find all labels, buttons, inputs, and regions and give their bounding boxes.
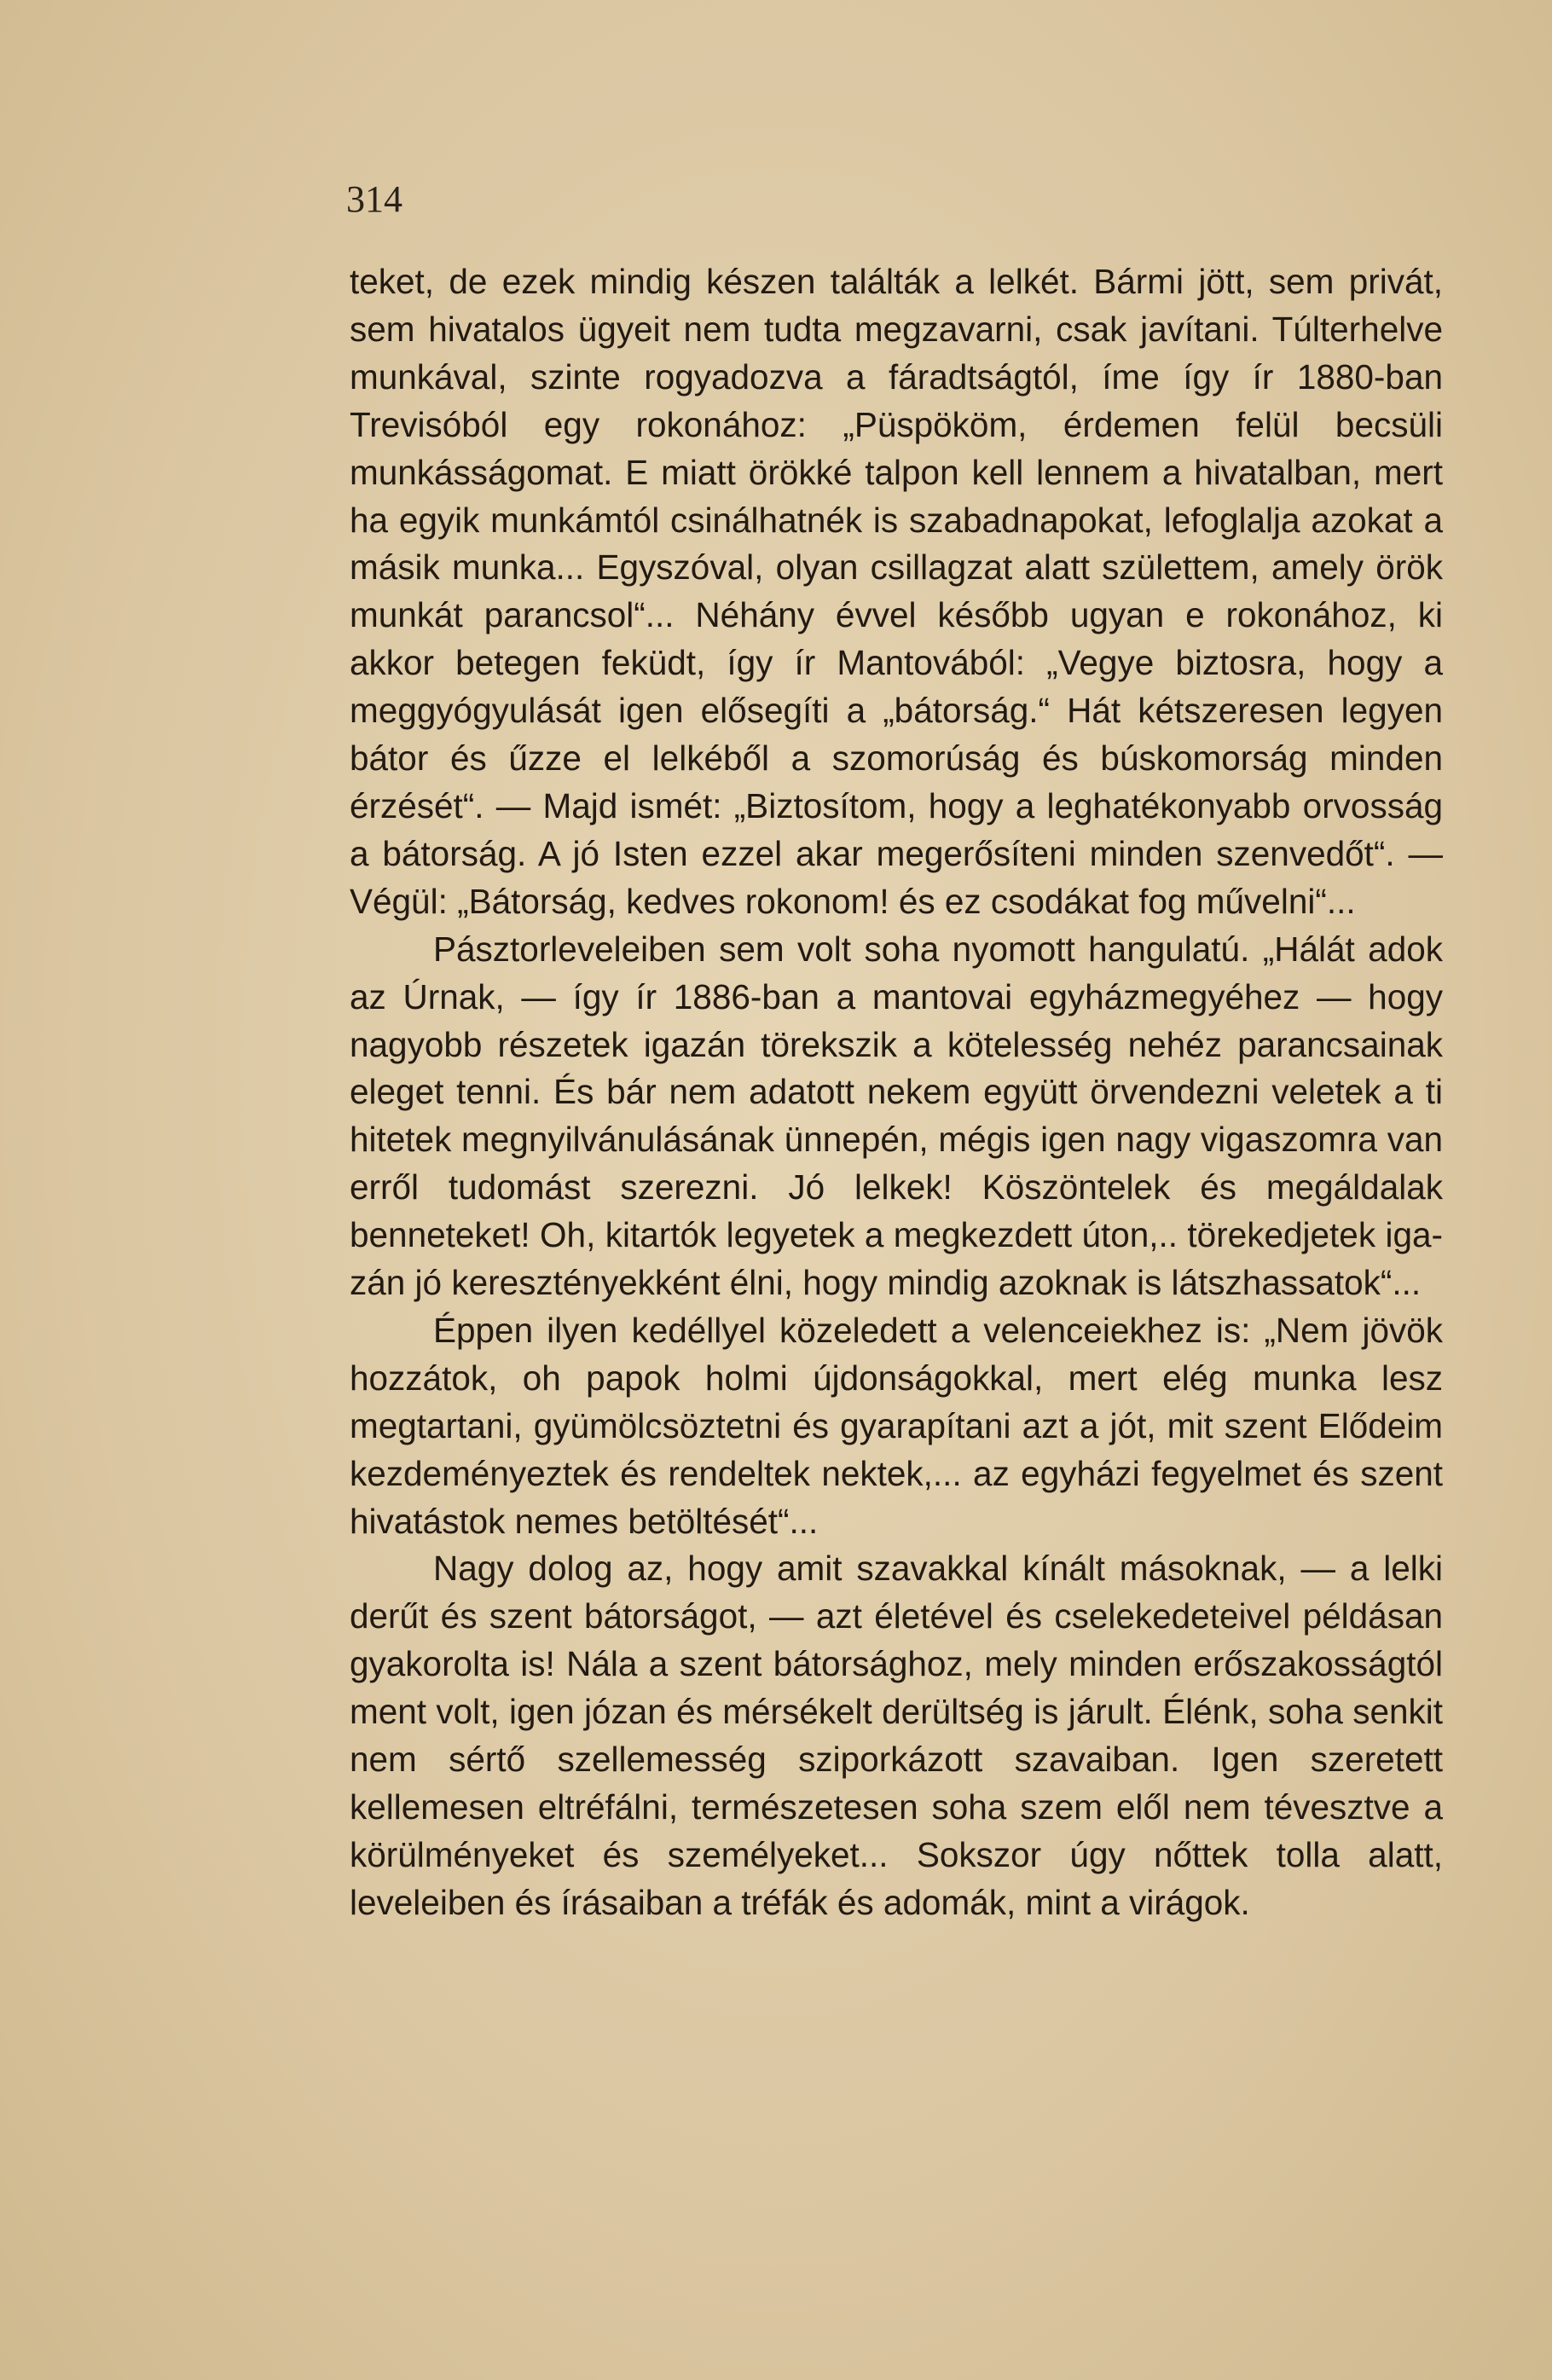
paragraph-3: Éppen ilyen kedéllyel közeledett a velenceiekhez is: „Nem jövök hozzátok, oh papok holmi újdonságokkal, mert elég munka lesz megtartani, gyümölcsöztetni és gyarapítani azt a jót, mit szent Elődeim kezdeményeztek és rendeltek nektek,... az egyházi fegyelmet és szent hivatástok nemes betöltését“...: [350, 1310, 1443, 1541]
page-number: 314: [346, 178, 402, 220]
paragraph-4: Nagy dolog az, hogy amit szavakkal kínált másoknak, — a lelki derűt és szent bátorságot, — azt életével és cselekedeteivel példásan gyakorolta is! Nála a szent bátorsághoz, mely minden erőszakosságtól ment volt, igen józan és mérsékelt derültség is járult. Élénk, soha senkit nem sértő szellemesség sziporkázott szavaiban. Igen szeretett kellemesen eltréfálni, természetesen soha szem elől nem tévesztve a körülményeket és személyeket... Sokszor úgy nőttek tolla alatt, leveleiben és írásaiban a tréfák és adomák, mint a virágok.: [350, 1549, 1443, 1922]
body-text: [350, 258, 1443, 1927]
paragraph-2: Pásztorleveleiben sem volt soha nyomott hangulatú. „Hálát adok az Úrnak, — így ír 1886-ban a mantovai egyházmegyéhez — hogy nagyobb részetek igazán törekszik a kötelesség nehéz parancsainak eleget tenni. És bár nem adatott nekem együtt örvendezni veletek a ti hitetek megnyilvánulásának ünnepén, mégis igen nagy vigaszomra van erről tudomást szerezni. Jó lelkek! Köszöntelek és megáldalak benneteket! Oh, kitartók legyetek a megkezdett úton,.. törekedjetek igazán jó keresztényekként élni, hogy mindig azoknak is látszhassatok“...: [350, 929, 1443, 1303]
paragraph-1: teket, de ezek mindig készen találták a lelkét. Bármi jött, sem privát, sem hivatalos ügyeit nem tudta megzavarni, csak javítani. Túlterhelve munkával, szinte rogyadozva a fáradtságtól, íme így ír 1880-ban Trevisóból egy rokonához: „Püspököm, érdemen felül becsüli munkásságomat. E miatt örökké talpon kell lennem a hivatalban, mert ha egyik munkámtól csinálhatnék is szabadnapokat, lefoglalja azokat a másik munka... Egyszóval, olyan csillagzat alatt születtem, amely örök munkát parancsol“... Néhány évvel később ugyan e rokonához, ki akkor betegen feküdt, így ír Mantovából: „Vegye biztosra, hogy a meggyógyulását igen elősegíti a „bátorság.“ Hát kétszeresen legyen bátor és űzze el lelkéből a szomorúság és búskomorság minden érzését“. — Majd ismét: „Biztosítom, hogy a leghatékonyabb orvosság a bátorság. A jó Isten ezzel akar megerősíteni minden szenvedőt“. — Végül: „Bátorság, kedves rokonom! és ez csodákat fog művelni“...: [350, 262, 1443, 921]
